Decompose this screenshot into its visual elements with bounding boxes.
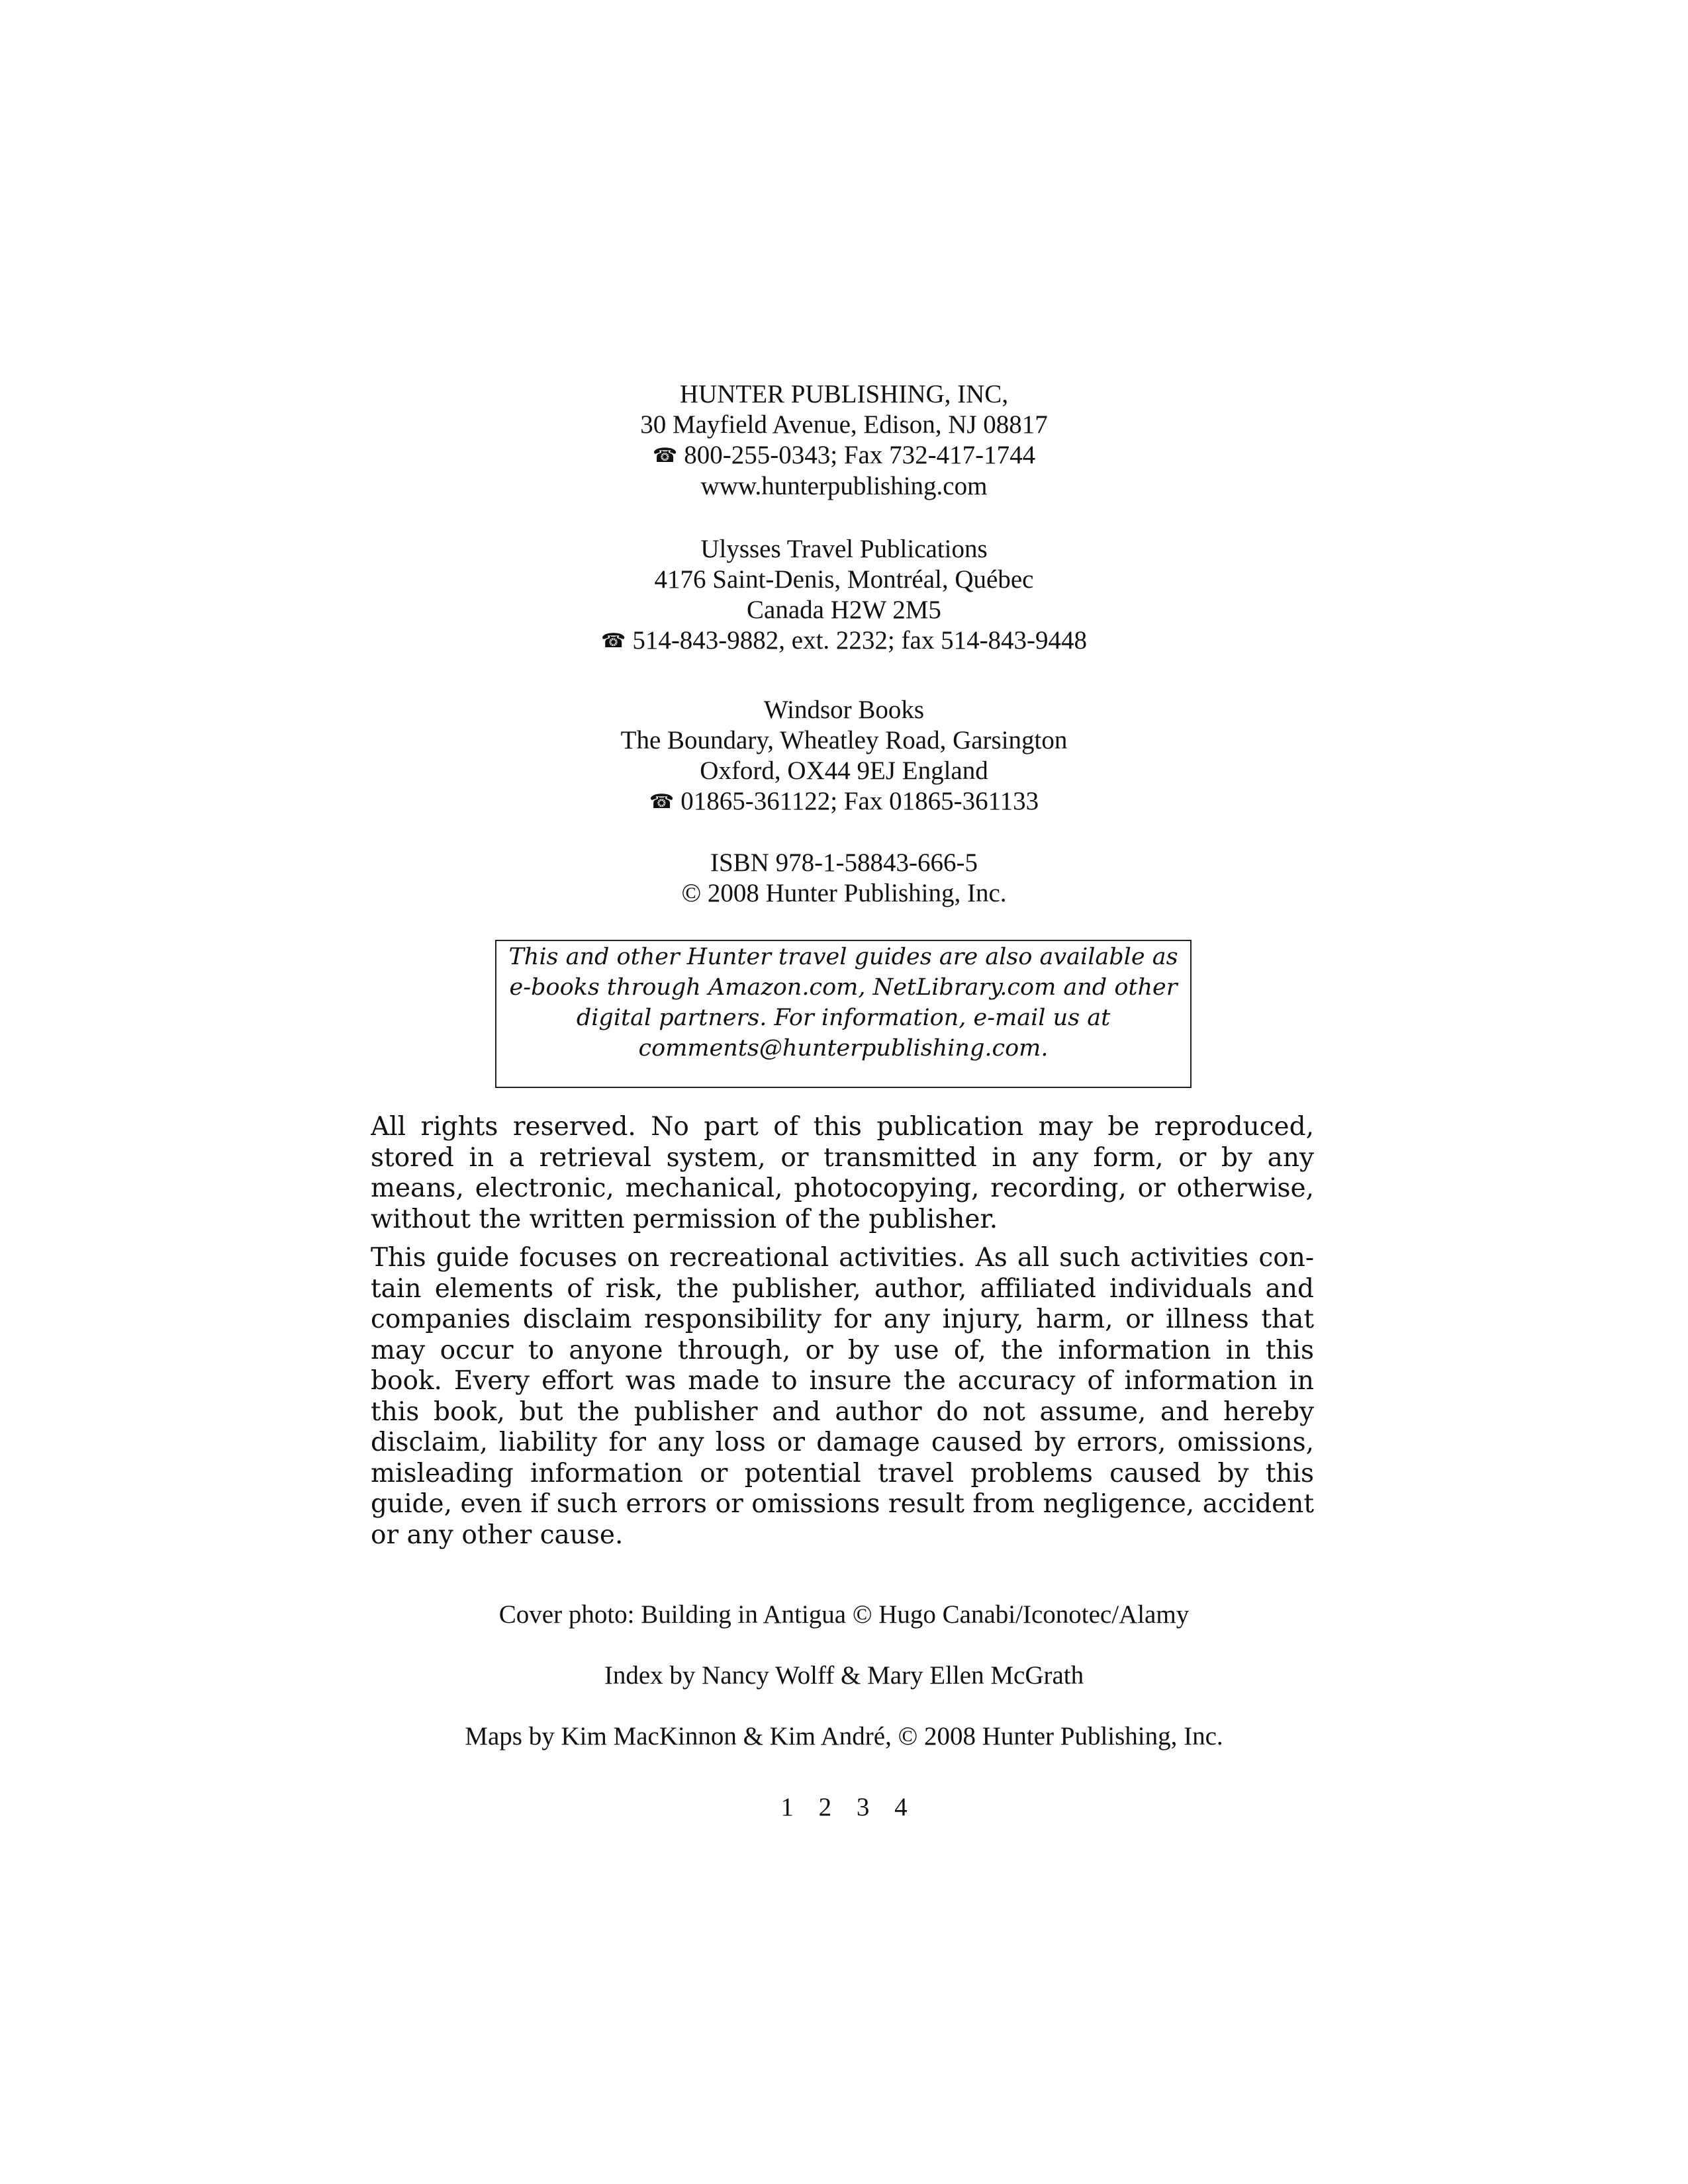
publisher-phone: 800-255-0343; Fax 732-417-1744 bbox=[684, 441, 1036, 469]
paragraph-line: This guide focuses on recreational activities. As all such activities con- bbox=[371, 1243, 1314, 1273]
publisher-name: Ulysses Travel Publications bbox=[700, 535, 988, 563]
paragraph-line: this book, but the publisher and author do not assume, and hereby bbox=[371, 1396, 1314, 1427]
paragraph-line: disclaim, liability for any loss or damage caused by errors, omissions, bbox=[371, 1428, 1314, 1457]
paragraph-line: stored in a retrieval system, or transmitted in any form, or by any bbox=[371, 1142, 1314, 1173]
paragraph-line: guide, even if such errors or omissions result from negligence, accident bbox=[371, 1489, 1314, 1519]
ebook-notice-line: digital partners. For information, e-mail us at bbox=[576, 1005, 1111, 1031]
paragraph-line: may occur to anyone through, or by use of, the information in this bbox=[371, 1335, 1314, 1365]
publisher-windsor-block bbox=[0, 695, 1688, 817]
publisher-name: Windsor Books bbox=[763, 696, 925, 724]
paragraph-line: misleading information or potential travel problems caused by this bbox=[371, 1458, 1314, 1488]
paragraph-line: All rights reserved. No part of this publication may be reproduced, bbox=[371, 1112, 1314, 1142]
publisher-phone: 01865-361122; Fax 01865-361133 bbox=[680, 787, 1039, 815]
isbn-copyright-block bbox=[0, 848, 1688, 909]
publisher-phone-line bbox=[0, 786, 1688, 817]
index-credit: Index by Nancy Wolff & Mary Ellen McGrath bbox=[604, 1661, 1084, 1690]
rights-reserved-paragraph bbox=[371, 1112, 1314, 1235]
telephone-icon: ☎ bbox=[649, 790, 675, 813]
publisher-name: HUNTER PUBLISHING, INC, bbox=[679, 380, 1009, 408]
ebook-notice-line: e-books through Amazon.com, NetLibrary.com and other bbox=[509, 974, 1178, 1001]
publisher-address-line-1: The Boundary, Wheatley Road, Garsington bbox=[620, 726, 1068, 754]
paragraph-line: without the written permission of the publisher. bbox=[371, 1204, 998, 1234]
maps-credit: Maps by Kim MacKinnon & Kim André, © 2008 Hunter Publishing, Inc. bbox=[465, 1722, 1223, 1751]
telephone-icon: ☎ bbox=[600, 629, 626, 653]
telephone-icon: ☎ bbox=[652, 444, 678, 467]
ebook-notice-line: This and other Hunter travel guides are also available as bbox=[508, 944, 1178, 970]
publisher-address-line-2: Canada H2W 2M5 bbox=[747, 596, 941, 624]
copyright-notice: © 2008 Hunter Publishing, Inc. bbox=[681, 879, 1007, 907]
printing-numbers: 1 2 3 4 bbox=[780, 1793, 908, 1821]
ebook-notice-box bbox=[495, 940, 1192, 1088]
publisher-address-line-2: Oxford, OX44 9EJ England bbox=[700, 756, 988, 785]
paragraph-line: means, electronic, mechanical, photocopying, recording, or otherwise, bbox=[371, 1173, 1314, 1203]
publisher-ulysses-block bbox=[0, 534, 1688, 657]
paragraph-line: book. Every effort was made to insure the accuracy of information in bbox=[371, 1366, 1314, 1396]
publisher-phone: 514-843-9882, ext. 2232; fax 514-843-9448 bbox=[632, 626, 1088, 655]
paragraph-line: or any other cause. bbox=[371, 1520, 624, 1550]
isbn: ISBN 978-1-58843-666-5 bbox=[710, 848, 978, 877]
ebook-notice-line: comments@hunterpublishing.com. bbox=[638, 1035, 1049, 1062]
cover-photo-credit: Cover photo: Building in Antigua © Hugo Canabi/Iconotec/Alamy bbox=[498, 1600, 1190, 1629]
paragraph-line: tain elements of risk, the publisher, author, affiliated individuals and bbox=[371, 1273, 1314, 1304]
publisher-address: 30 Mayfield Avenue, Edison, NJ 08817 bbox=[640, 410, 1048, 439]
publisher-phone-line bbox=[0, 440, 1688, 471]
paragraph-line: companies disclaim responsibility for any injury, harm, or illness that bbox=[371, 1304, 1314, 1334]
publisher-website: www.hunterpublishing.com bbox=[700, 472, 988, 500]
disclaimer-paragraph bbox=[371, 1243, 1314, 1551]
publisher-hunter-block bbox=[0, 379, 1688, 502]
publisher-phone-line bbox=[0, 625, 1688, 657]
publisher-address-line-1: 4176 Saint-Denis, Montréal, Québec bbox=[654, 565, 1034, 594]
